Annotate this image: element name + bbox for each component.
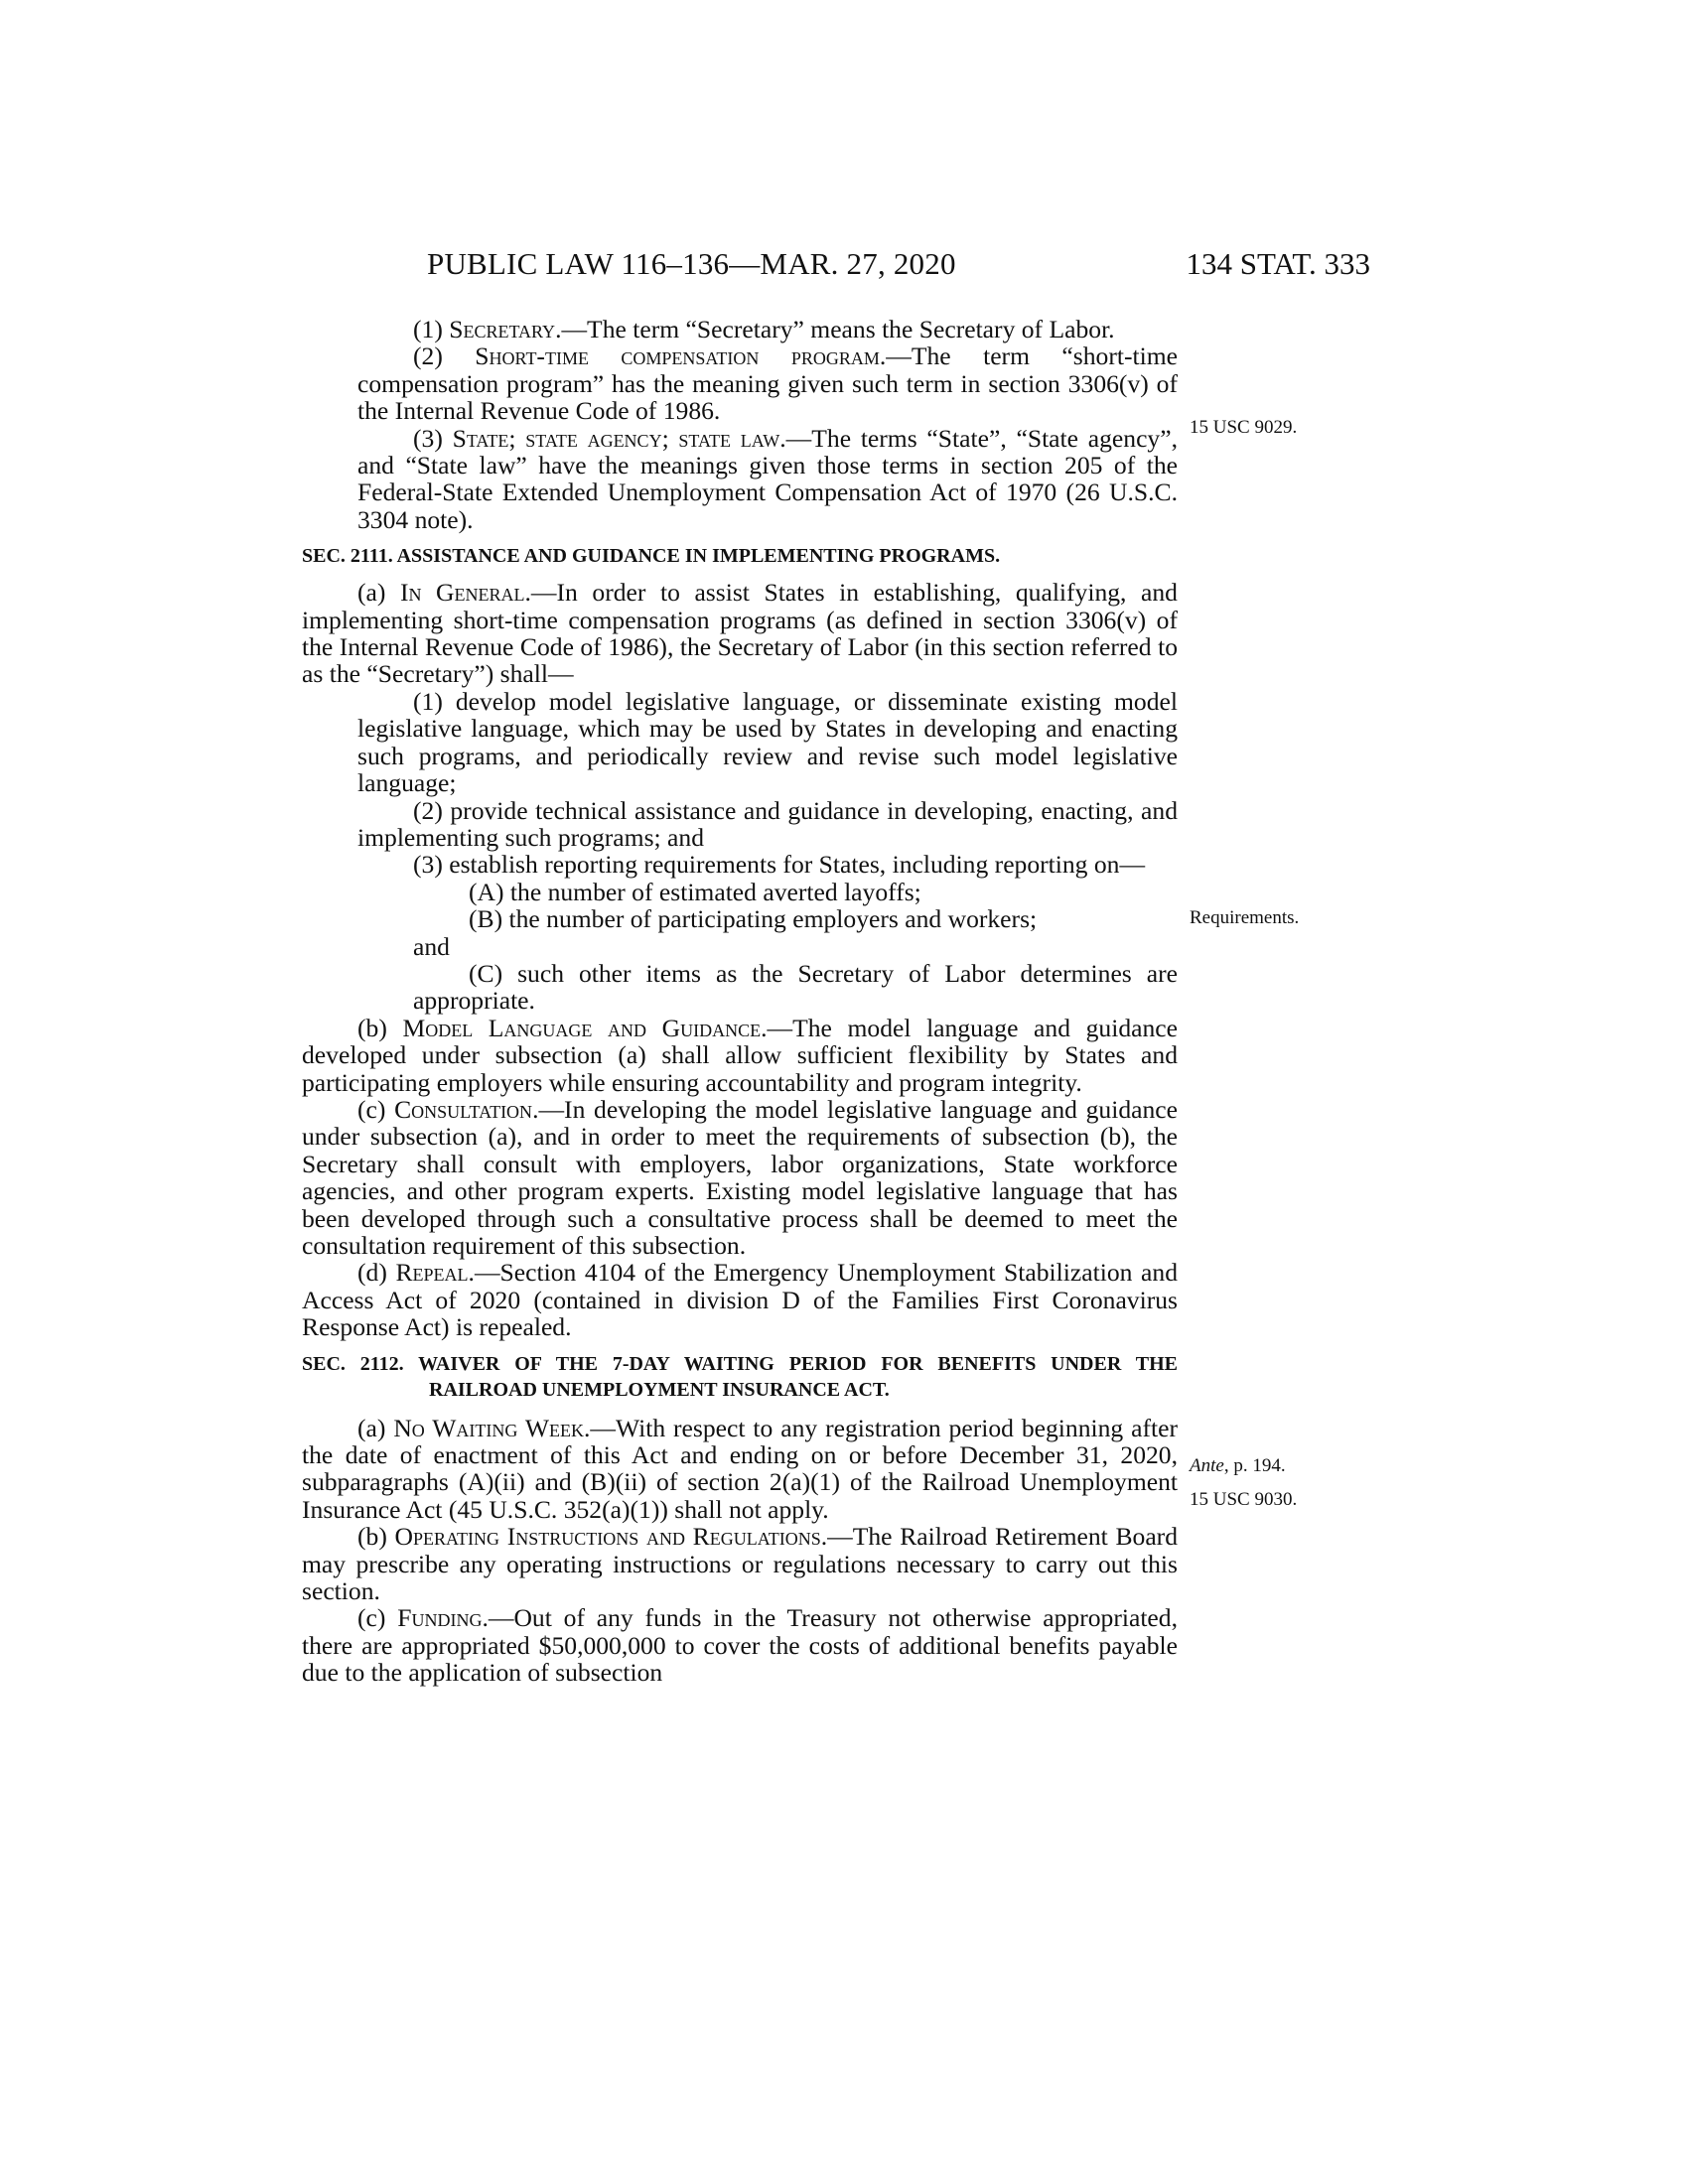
section-heading-2111: SEC. 2111. ASSISTANCE AND GUIDANCE IN IMPLEMENTING PROGRAMS. [302, 545, 1001, 568]
margin-note-requirements: Requirements. [1190, 907, 1300, 928]
subsection-paragraph: (a) No Waiting Week.—With respect to any registration period beginning after the date of enactment of this Act and ending on or before December 31, 2020, subparagraphs (A)(ii) and (B)(ii) of section 2(a)(1) of the Railroad Unemployment Insurance Act (45 U.S.C. 352(a)(1)) shall not apply. [302, 1413, 1178, 1524]
definition-paragraph: (2) Short-time compensation program.—The term “short-time compensation program” has the meaning given such term in section 3306(v) of the Internal Revenue Code of 1986. [357, 341, 1178, 426]
definition-paragraph: (3) State; state agency; state law.—The terms “State”, “State agency”, and “State law” have the meanings given those terms in section 205 of the Federal-State Extended Unemployment Compensation Act of 1970 (26 U.S.C. 3304 note). [357, 423, 1178, 534]
body-text [302, 316, 1178, 1687]
subsection-paragraph: (b) Model Language and Guidance.—The model language and guidance developed under subsection (a) shall allow sufficient flexibility by States and participating employers while ensuring accountability and program integrity. [302, 1013, 1178, 1097]
subparagraph-continuation: and [413, 931, 450, 961]
subsection-paragraph: (c) Consultation.—In developing the model legislative language and guidance under subsection (a), and in order to meet the requirements of subsection (b), the Secretary shall consult with employers, labor organizations, State workforce agencies, and other program experts. Existing model legislative language that has been developed through such a consultative process shall be deemed to meet the consultation requirement of this subsection. [302, 1094, 1178, 1260]
paragraph-item: (2) provide technical assistance and guidance in developing, enacting, and implementing such programs; and [357, 795, 1178, 852]
subparagraph-item: (B) the number of participating employers and workers; [469, 904, 1038, 934]
paragraph-item: (3) establish reporting requirements for States, including reporting on— [413, 850, 1146, 880]
paragraph-item: (1) develop model legislative language, or disseminate existing model legislative language, which may be used by States in developing and enacting such programs, and periodically review and revise such model legislative language; [357, 686, 1178, 798]
subsection-paragraph: (a) In General.—In order to assist States in establishing, qualifying, and implementing short-time compensation programs (as defined in section 3306(v) of the Internal Revenue Code of 1986), the Secretary of Labor (in this section referred to as the “Secretary”) shall— [302, 578, 1178, 689]
margin-note-ante: Ante, p. 194. [1190, 1455, 1286, 1476]
margin-note-usc-9029: 15 USC 9029. [1190, 417, 1298, 438]
subsection-paragraph: (d) Repeal.—Section 4104 of the Emergency Unemployment Stabilization and Access Act of 2020 (contained in division D of the Families First Coronavirus Response Act) is repealed. [302, 1258, 1178, 1342]
page-header [298, 246, 1370, 290]
page-number: 134 STAT. 333 [1186, 246, 1370, 281]
subsection-paragraph: (b) Operating Instructions and Regulations.—The Railroad Retirement Board may prescribe any operating instructions or regulations necessary to carry out this section. [302, 1522, 1178, 1606]
margin-note-usc-9030: 15 USC 9030. [1190, 1489, 1298, 1510]
running-head-title: PUBLIC LAW 116–136—MAR. 27, 2020 [427, 246, 956, 281]
subparagraph-item: (C) such other items as the Secretary of Labor determines are appropriate. [413, 958, 1178, 1016]
definition-paragraph: (1) Secretary.—The term “Secretary” means the Secretary of Labor. [413, 315, 1115, 343]
section-heading-2112: SEC. 2112. WAIVER OF THE 7-DAY WAITING PERIOD FOR BENEFITS UNDER THE RAILROAD UNEMPLOYMENT INSURANCE ACT. [302, 1352, 1178, 1401]
subparagraph-item: (A) the number of estimated averted layoffs; [469, 877, 921, 906]
subsection-paragraph: (c) Funding.—Out of any funds in the Treasury not otherwise appropriated, there are appropriated $50,000,000 to cover the costs of additional benefits payable due to the application of subsection [302, 1603, 1178, 1688]
